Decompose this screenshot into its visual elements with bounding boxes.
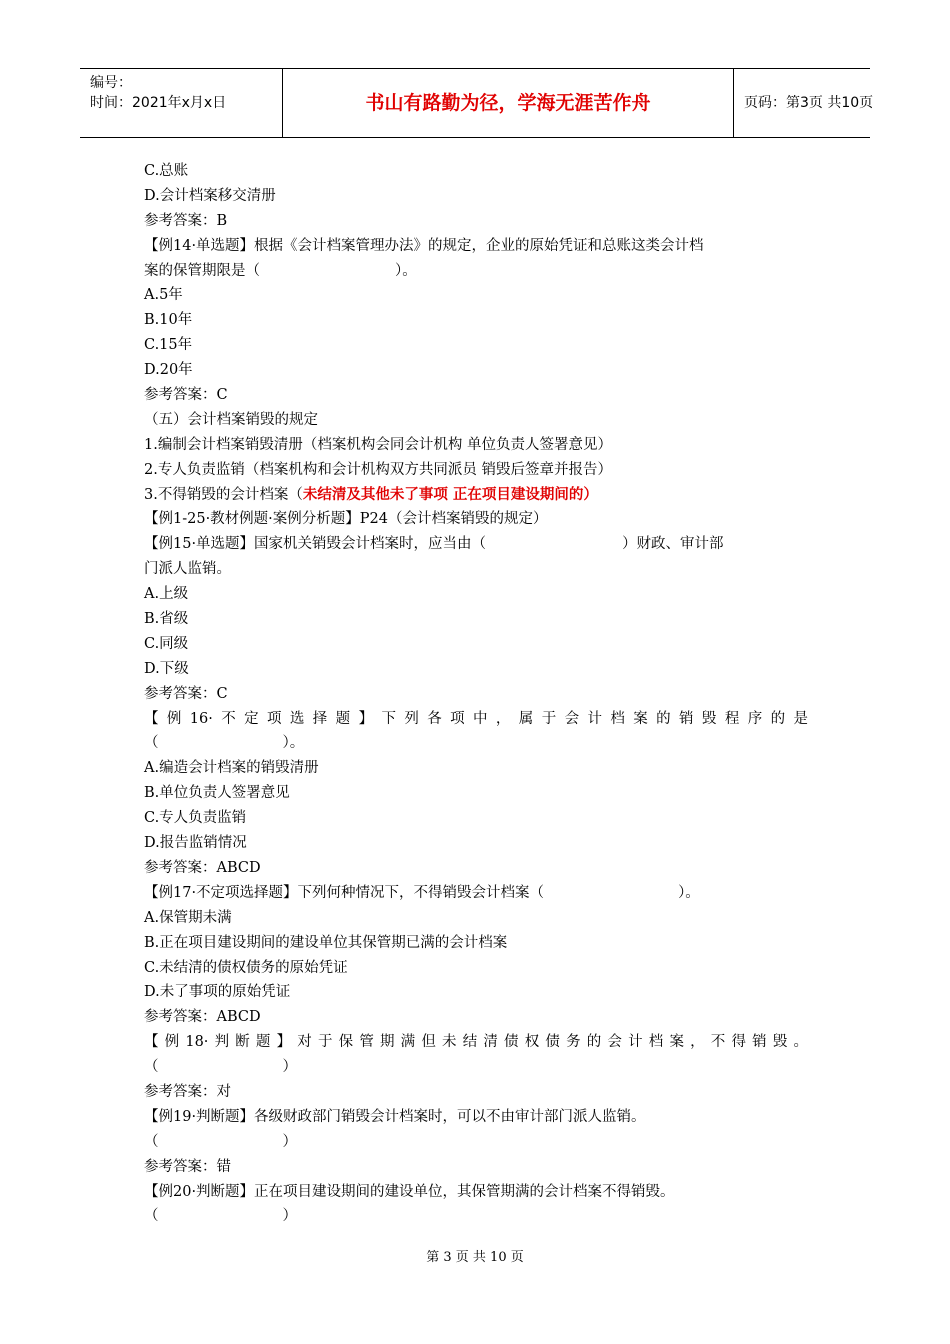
header-meta <box>80 69 282 137</box>
question-text: 案的保管期限是（ <box>144 262 260 279</box>
section-heading: （五）会计档案销毁的规定 <box>144 411 318 428</box>
option-line: C.专人负责监销 <box>144 810 247 827</box>
question-line: 【例16·不定项选择题】下列各项中，属于会计档案的销毁程序的是 <box>144 710 808 727</box>
option-line: C.未结清的债权债务的原始凭证 <box>144 959 348 976</box>
option-line: B.省级 <box>144 611 189 628</box>
answer-line: 参考答案：对 <box>144 1083 231 1100</box>
rule-line <box>144 483 808 508</box>
question-text: ） <box>282 1208 297 1225</box>
question-text: （ <box>144 735 159 752</box>
header-page-info: 页码：第3页 共10页 <box>744 95 874 111</box>
question-text: ）。 <box>282 735 305 752</box>
option-line: D.下级 <box>144 660 189 677</box>
page-footer: 第 3 页 共 10 页 <box>426 1250 524 1265</box>
question-line: 【例14·单选题】根据《会计档案管理办法》的规定，企业的原始凭证和总账这类会计档 <box>144 237 704 254</box>
option-line: A.5年 <box>144 287 183 304</box>
option-line: D.报告监销情况 <box>144 835 247 852</box>
document-number-label: 编号： <box>90 75 132 91</box>
header-motto: 书山有路勤为径，学海无涯苦作舟 <box>282 69 734 137</box>
answer-line: 参考答案：C <box>144 685 228 702</box>
question-line: 门派人监销。 <box>144 561 231 578</box>
option-line: B.10年 <box>144 312 193 329</box>
question-text: （ <box>144 1133 159 1150</box>
question-line <box>144 1204 808 1229</box>
answer-line: 参考答案：C <box>144 387 228 404</box>
option-line: A.上级 <box>144 586 189 603</box>
question-line <box>144 259 808 284</box>
question-line <box>144 731 808 756</box>
rule-line: 2.专人负责监销（档案机构和会计机构双方共同派员 销毁后签章并报告） <box>144 461 612 478</box>
answer-line: 参考答案：错 <box>144 1158 231 1175</box>
question-text: 【例17·不定项选择题】下列何种情况下，不得销毁会计档案（ <box>144 884 545 901</box>
question-text: ） <box>282 1133 297 1150</box>
answer-line: 参考答案：B <box>144 212 228 229</box>
question-line <box>144 881 808 906</box>
page-header <box>80 68 874 138</box>
question-line: 【例20·判断题】正在项目建设期间的建设单位，其保管期满的会计档案不得销毁。 <box>144 1183 675 1200</box>
option-line: A.保管期未满 <box>144 909 232 926</box>
question-text: （ <box>144 1059 159 1076</box>
question-text: ）。 <box>395 262 417 279</box>
question-text: 【例15·单选题】国家机关销毁会计档案时，应当由（ <box>144 536 487 553</box>
highlighted-text: 未结清及其他未了事项 正在项目建设期间的） <box>302 485 598 503</box>
option-line: B.正在项目建设期间的建设单位其保管期已满的会计档案 <box>144 934 508 951</box>
option-line: C.15年 <box>144 337 193 354</box>
question-line: 【例18·判断题】对于保管期满但未结清债权债务的会计档案，不得销毁。 <box>144 1034 808 1051</box>
answer-line: 参考答案：ABCD <box>144 859 261 876</box>
question-text: ）。 <box>678 884 700 901</box>
document-date: 时间：2021年x月x日 <box>90 95 227 111</box>
example-line: 【例1-25·教材例题·案例分析题】P24（会计档案销毁的规定） <box>144 511 548 528</box>
option-line: A.编造会计档案的销毁清册 <box>144 760 319 777</box>
answer-line: 参考答案：ABCD <box>144 1009 261 1026</box>
question-line: 【例19·判断题】各级财政部门销毁会计档案时，可以不由审计部门派人监销。 <box>144 1108 646 1125</box>
rule-line: 1.编制会计档案销毁清册（档案机构会同会计机构 单位负责人签署意见） <box>144 436 612 453</box>
document-body <box>144 159 808 1229</box>
question-text: （ <box>144 1208 159 1225</box>
question-line <box>144 1130 808 1155</box>
option-line: D.未了事项的原始凭证 <box>144 984 291 1001</box>
option-line: D.20年 <box>144 362 193 379</box>
option-line: D.会计档案移交清册 <box>144 187 276 204</box>
option-line: B.单位负责人签署意见 <box>144 785 290 802</box>
question-line <box>144 1055 808 1080</box>
option-line: C.同级 <box>144 635 189 652</box>
question-line <box>144 532 808 557</box>
option-line: C.总账 <box>144 163 189 179</box>
question-text: ） <box>282 1059 297 1076</box>
question-text: ）财政、审计部 <box>622 536 724 553</box>
rule-text: 3.不得销毁的会计档案（ <box>144 486 303 503</box>
